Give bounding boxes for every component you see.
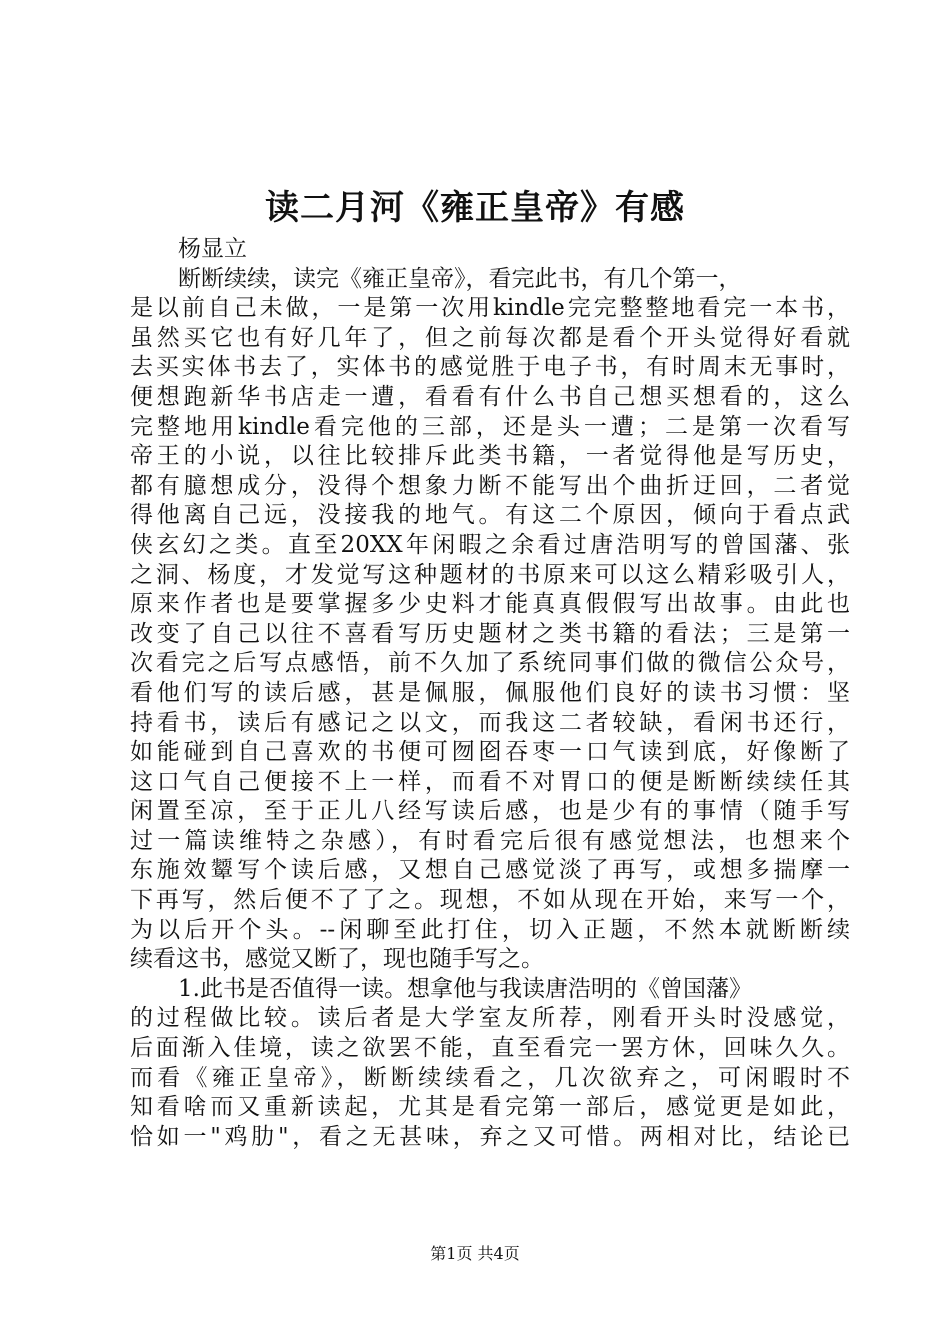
paragraph-line: 如能碰到自己喜欢的书便可囫囵吞枣一口气读到底，好像断了 (130, 739, 850, 766)
author-line: 杨显立 (178, 236, 247, 262)
paragraph-line: 侠玄幻之类。直至20XX年闲暇之余看过唐浩明写的曾国藩、张 (130, 531, 850, 558)
paragraph-line: 都有臆想成分，没得个想象力断不能写出个曲折迂回，二者觉 (130, 472, 850, 499)
paragraph-line: 续看这书，感觉又断了，现也随手写之。 (130, 946, 544, 973)
paragraph-line: 虽然买它也有好几年了，但之前每次都是看个开头觉得好看就 (130, 324, 850, 351)
paragraph-line: 去买实体书去了，实体书的感觉胜于电子书，有时周末无事时， (130, 354, 850, 381)
paragraph-line: 后面渐入佳境，读之欲罢不能，直至看完一罢方休，回味久久。 (130, 1035, 850, 1062)
paragraph-line: 闲置至凉，至于正儿八经写读后感，也是少有的事情（随手写 (130, 798, 850, 825)
paragraph-line: 便想跑新华书店走一遭，看看有什么书自己想买想看的，这么 (130, 383, 850, 410)
paragraph-line: 为以后开个头。--闲聊至此打住，切入正题，不然本就断断续 (130, 916, 850, 943)
paragraph-line: 的过程做比较。读后者是大学室友所荐，刚看开头时没感觉， (130, 1005, 850, 1032)
page-number-footer: 第1页 共4页 (430, 1244, 520, 1263)
paragraph-line: 这口气自己便接不上一样，而看不对胃口的便是断断续续任其 (130, 768, 850, 795)
paragraph-line: 次看完之后写点感悟，前不久加了系统同事们做的微信公众号， (130, 650, 850, 677)
document-title: 读二月河《雍正皇帝》有感 (265, 188, 685, 228)
paragraph-line: 下再写，然后便不了了之。现想，不如从现在开始，来写一个， (130, 887, 850, 914)
paragraph-line: 过一篇读维特之杂感），有时看完后很有感觉想法，也想来个 (130, 827, 850, 854)
paragraph-line: 知看啥而又重新读起，尤其是看完第一部后，感觉更是如此， (130, 1094, 850, 1121)
paragraph-line: 东施效颦写个读后感，又想自己感觉淡了再写，或想多揣摩一 (130, 857, 850, 884)
document-body (130, 235, 850, 1152)
paragraph-line: 改变了自己以往不喜看写历史题材之类书籍的看法；三是第一 (130, 620, 850, 647)
paragraph-line: 断断续续，读完《雍正皇帝》，看完此书，有几个第一， (178, 265, 742, 292)
paragraph-line: 1.此书是否值得一读。想拿他与我读唐浩明的《曾国藩》 (178, 975, 752, 1002)
paragraph-line: 帝王的小说，以往比较排斥此类书籍，一者觉得他是写历史， (130, 443, 850, 470)
paragraph-line: 是以前自己未做，一是第一次用kindle完完整整地看完一本书， (130, 295, 850, 322)
paragraph-line: 得他离自己远，没接我的地气。有这二个原因，倾向于看点武 (130, 502, 850, 529)
paragraph-line: 之洞、杨度，才发觉写这种题材的书原来可以这么精彩吸引人， (130, 561, 850, 588)
paragraph-line: 持看书，读后有感记之以文，而我这二者较缺，看闲书还行， (130, 709, 850, 736)
paragraph-line: 完整地用kindle看完他的三部，还是头一遭；二是第一次看写 (130, 413, 850, 440)
paragraph-line: 而看《雍正皇帝》，断断续续看之，几次欲弃之，可闲暇时不 (130, 1064, 850, 1091)
paragraph-line: 看他们写的读后感，甚是佩服，佩服他们良好的读书习惯：坚 (130, 679, 850, 706)
paragraph-line: 恰如一"鸡肋"，看之无甚味，弃之又可惜。两相对比，结论已 (130, 1123, 850, 1150)
paragraph-line: 原来作者也是要掌握多少史料才能真真假假写出故事。由此也 (130, 591, 850, 618)
